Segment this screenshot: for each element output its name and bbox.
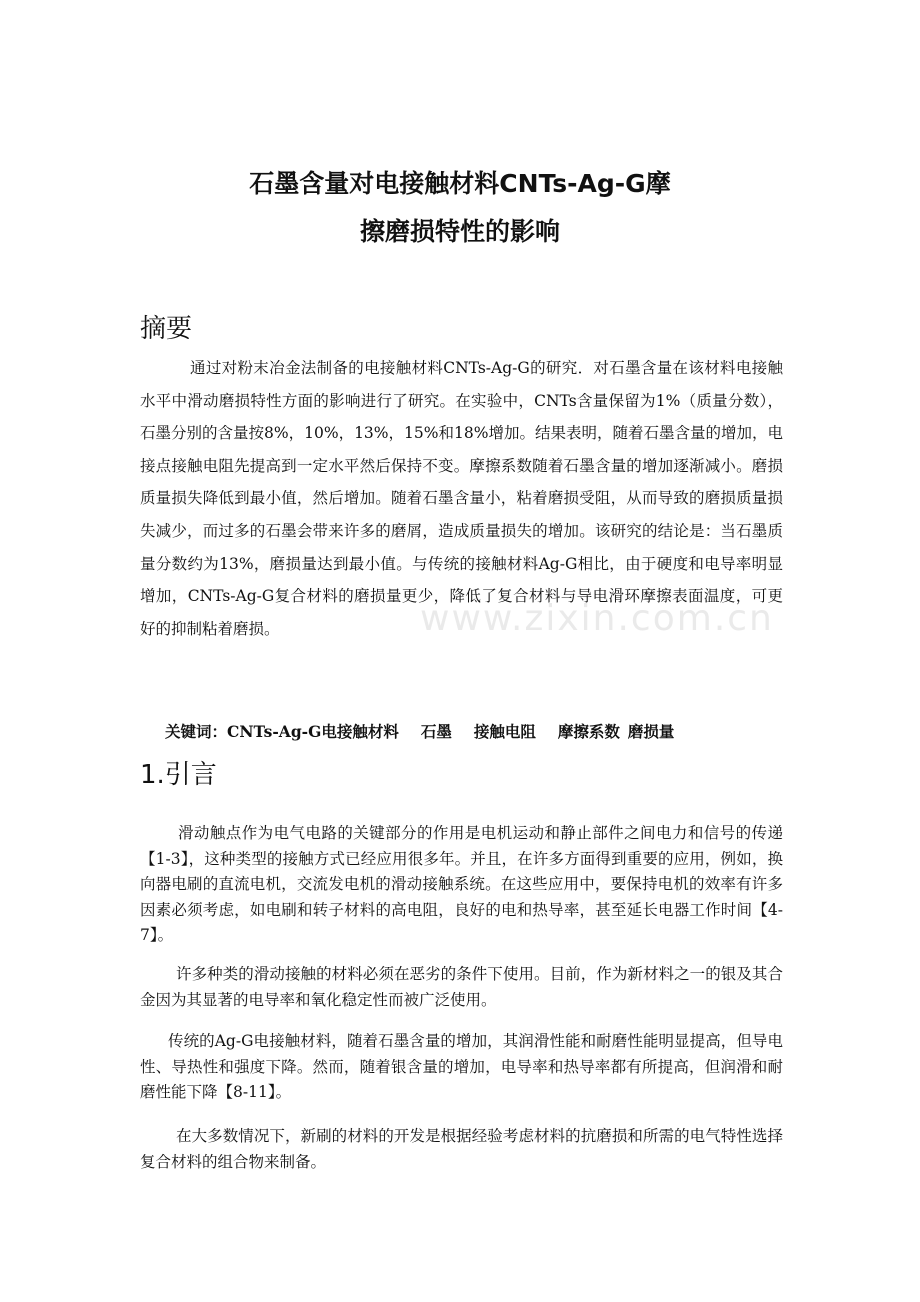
keyword-item: CNTs-Ag-G电接触材料 — [227, 722, 399, 741]
abstract-body: 通过对粉末冶金法制备的电接触材料CNTs-Ag-G的研究．对石墨含量在该材料电接触水平中滑动磨损特性方面的影响进行了研究。在实验中，CNTs含量保留为1%（质量分数），石墨分别的含量按8%，10%，13%，15%和18%增加。结果表明，随着石墨含量的增加，电接点接触电阻先提高到一定水平然后保持不变。摩擦系数随着石墨含量的增加逐渐减小。磨损质量损失降低到最小值，然后增加。随着石墨含量小，粘着磨损受阻，从而导致的磨损质量损失减少，而过多的石墨会带来许多的磨屑，造成质量损失的增加。该研究的结论是：当石墨质量分数约为13%，磨损量达到最小值。与传统的接触材料Ag-G相比，由于硬度和电导率明显增加，CNTs-Ag-G复合材料的磨损量更少，降低了复合材料与导电滑环摩擦表面温度，可更好的抑制粘着磨损。 — [140, 359, 783, 638]
title-line-1: 石墨含量对电接触材料CNTs-Ag-G摩 — [249, 169, 671, 198]
keyword-item: 石墨 — [420, 722, 452, 741]
title-line-2: 擦磨损特性的影响 — [359, 217, 560, 246]
keyword-item: 摩擦系数 — [557, 722, 620, 741]
introduction-heading: 1.引言 — [140, 760, 217, 790]
keyword-item: 磨损量 — [627, 722, 675, 741]
watermark: www.zixin.com.cn — [420, 598, 774, 639]
abstract-heading: 摘要 — [140, 314, 193, 344]
keywords-line — [165, 718, 805, 746]
intro-paragraph-2: 许多种类的滑动接触的材料必须在恶劣的条件下使用。目前，作为新材料之一的银及其合金因为其显著的电导率和氧化稳定性而被广泛使用。 — [140, 965, 783, 1009]
keywords-label: 关键词： — [165, 722, 228, 741]
intro-paragraph-3: 传统的Ag-G电接触材料，随着石墨含量的增加，其润滑性能和耐磨性能明显提高，但导电性、导热性和强度下降。然而，随着银含量的增加，电导率和热导率都有所提高，但润滑和耐磨性能下降【8-11】。 — [140, 1032, 783, 1101]
intro-paragraph-4: 在大多数情况下，新刷的材料的开发是根据经验考虑材料的抗磨损和所需的电气特性选择复合材料的组合物来制备。 — [140, 1127, 783, 1171]
intro-paragraph-1: 滑动触点作为电气电路的关键部分的作用是电机运动和静止部件之间电力和信号的传递【1-3】，这种类型的接触方式已经应用很多年。并且，在许多方面得到重要的应用，例如，换向器电刷的直流电机，交流发电机的滑动接触系统。在这些应用中，要保持电机的效率有许多因素必须考虑，如电刷和转子材料的高电阻，良好的电和热导率，甚至延长电器工作时间【4-7】。 — [140, 824, 783, 944]
keyword-item: 接触电阻 — [473, 722, 536, 741]
